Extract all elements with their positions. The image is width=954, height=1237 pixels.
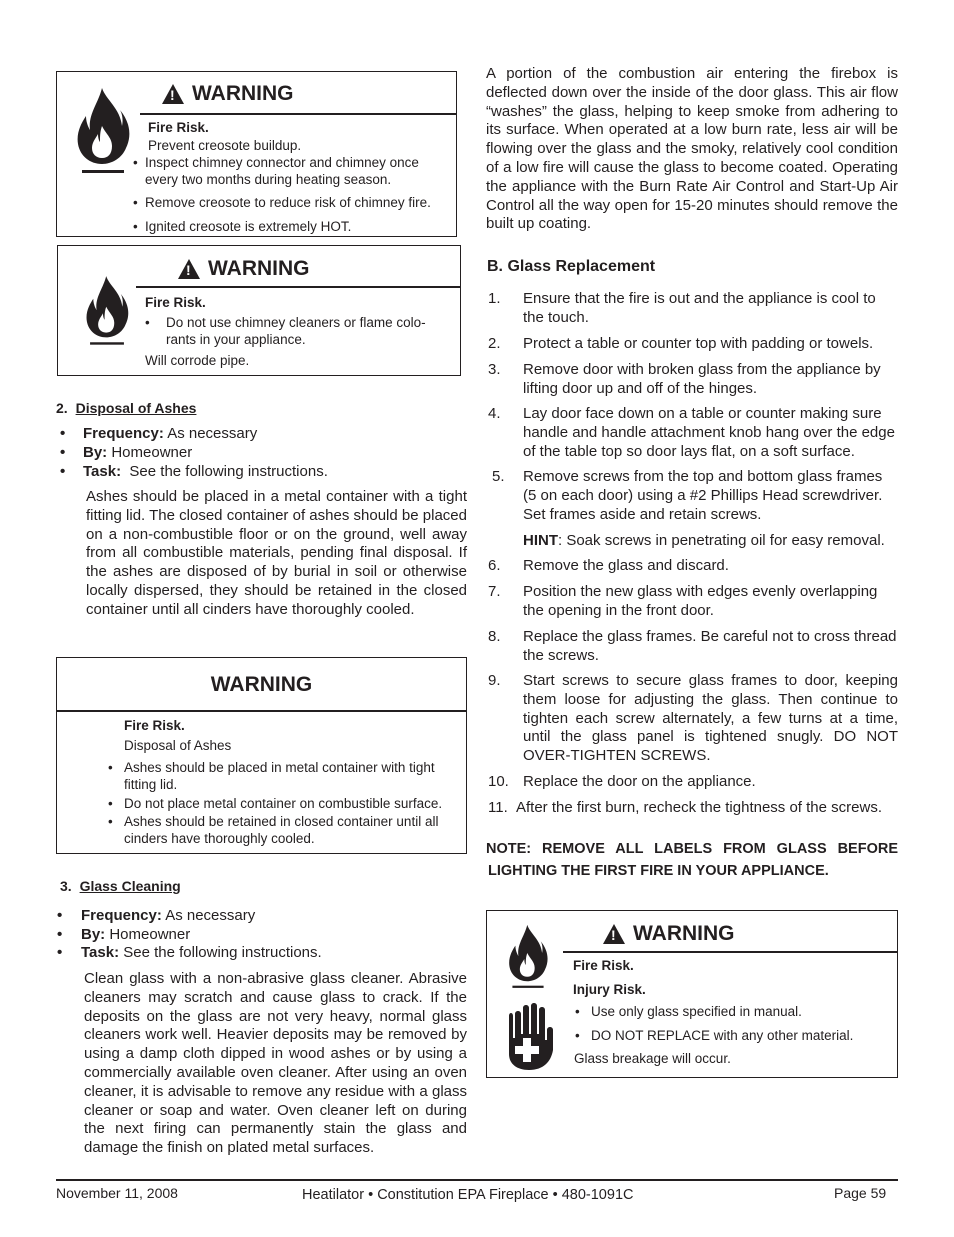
note-line: LIGHTING THE FIRST FIRE IN YOUR APPLIANCE. — [488, 863, 829, 879]
step-number: 3. — [488, 361, 501, 378]
warning-text: Will corrode pipe. — [145, 353, 250, 368]
footer-title: Heatilator • Constitution EPA Fireplace • 480-1091C — [302, 1187, 634, 1203]
value: See the following instructions. — [129, 463, 328, 480]
divider — [140, 113, 457, 115]
warning-bullet: Use only glass specified in manual. — [591, 1004, 802, 1019]
warning-bullet: DO NOT REPLACE with any other material. — [591, 1028, 854, 1043]
fire-hazard-icon — [82, 266, 132, 354]
bullet-dot: • — [60, 425, 66, 442]
warning-title: WARNING — [208, 257, 310, 280]
frequency-line — [81, 907, 255, 926]
section-title: Glass Cleaning — [79, 878, 181, 894]
section-heading-glass-cleaning — [60, 878, 181, 894]
label: By: — [81, 926, 106, 943]
step-text: Remove door with broken glass from the appliance by lifting door up and off of the hinges. — [523, 361, 881, 397]
step-number: 2. — [488, 335, 501, 352]
label: Frequency: — [81, 907, 162, 924]
fire-hazard-icon — [72, 86, 134, 174]
warning-triangle-icon — [162, 84, 184, 104]
value: Homeowner — [111, 444, 193, 461]
warning-bullet: Ashes should be placed in metal container with tight — [124, 760, 435, 775]
step-number: 5. — [492, 468, 505, 485]
bullet-dot: • — [57, 907, 63, 924]
label: By: — [83, 444, 108, 461]
bullet-dot: • — [108, 796, 113, 811]
frequency-line — [83, 425, 257, 444]
warning-triangle-icon — [178, 259, 200, 279]
step-text: Ensure that the fire is out and the appliance is cool to the touch. — [523, 290, 876, 326]
divider — [56, 710, 467, 712]
warning-bullet: fitting lid. — [124, 777, 178, 792]
step-number: 6. — [488, 557, 501, 574]
value: As necessary — [167, 425, 258, 442]
warning-title: WARNING — [633, 922, 735, 945]
fire-hazard-icon — [505, 922, 551, 990]
warning-bullet: every two months during heating season. — [145, 172, 392, 187]
risk-label: Injury Risk. — [573, 982, 646, 997]
warning-triangle-icon — [603, 924, 625, 944]
bullet-dot: • — [108, 814, 113, 829]
step-text: Protect a table or counter top with padding or towels. — [523, 335, 874, 352]
step-number: 10. — [488, 773, 509, 790]
step-number: 4. — [488, 405, 501, 422]
value: As necessary — [165, 907, 256, 924]
bullet-dot: • — [60, 463, 66, 480]
warning-heading — [178, 257, 310, 281]
risk-label: Fire Risk. — [145, 295, 206, 310]
step-text: After the first burn, recheck the tightness of the screws. — [516, 799, 882, 816]
warning-bullet: Inspect chimney connector and chimney once — [145, 155, 419, 170]
bullet-dot: • — [575, 1028, 580, 1043]
section-number: 3. — [60, 878, 72, 894]
task-line — [83, 463, 328, 482]
warning-bullet: Do not use chimney cleaners or flame colo- — [166, 315, 426, 330]
divider — [563, 951, 898, 953]
bullet-dot: • — [133, 219, 138, 234]
warning-text: Prevent creosote buildup. — [148, 138, 302, 153]
warning-heading — [603, 922, 735, 946]
bullet-dot: • — [145, 315, 150, 330]
step-text: Position the new glass with edges evenly overlapping the opening in the front door. — [523, 583, 878, 619]
divider — [136, 286, 461, 288]
by-line — [81, 926, 190, 945]
warning-bullet: rants in your appliance. — [166, 332, 306, 347]
ashes-paragraph: Ashes should be placed in a metal container with a tight fitting lid. The closed container of ashes should be placed on a non-combustible floor or on the ground, well away from all combustible materials, pending final disposal. If the ashes are disposed of by burial in soil or otherwise locally dispersed, they should be retained in the closed container until all cinders have thoroughly cooled. — [86, 488, 467, 618]
bullet-dot: • — [57, 926, 63, 943]
warning-bullet: Ashes should be retained in closed container until all — [124, 814, 439, 829]
step-text: Lay door face down on a table or counter making sure handle and handle attachment knob hang over the edge of the table top so door lays flat, on a soft surface. — [523, 405, 895, 460]
footer-date: November 11, 2008 — [56, 1185, 178, 1201]
subsection-heading: B. Glass Replacement — [487, 258, 656, 275]
hint-line — [523, 532, 885, 551]
bullet-dot: • — [575, 1004, 580, 1019]
bullet-dot: • — [57, 944, 63, 961]
step-number: 9. — [488, 672, 501, 689]
section-heading-ashes — [56, 400, 196, 416]
step-text: Start screws to secure glass frames to door, keeping them loose for adjusting the glass. Then continue to tighten each screw alternately, a few turns at a time, until the glass panel is tightened snugly. DO NOT OVER-TIGHTEN SCREWS. — [523, 672, 898, 765]
bullet-dot: • — [133, 195, 138, 210]
page-number: Page 59 — [834, 1185, 887, 1201]
label: Task: — [81, 944, 120, 961]
step-text: Remove screws from the top and bottom glass frames (5 on each door) using a #2 Phillips Head screwdriver. Set frames aside and retain screws. — [523, 468, 883, 523]
warning-bullet: Ignited creosote is extremely HOT. — [145, 219, 352, 234]
step-text: Remove the glass and discard. — [523, 557, 729, 574]
warning-text: Disposal of Ashes — [124, 738, 232, 753]
injury-hand-icon — [503, 1002, 555, 1072]
label: Task: — [83, 463, 122, 480]
label: Frequency: — [83, 425, 164, 442]
hint-text: : Soak screws in penetrating oil for easy removal. — [558, 532, 885, 549]
step-text: Replace the glass frames. Be careful not to cross thread the screws. — [523, 628, 897, 664]
footer-rule — [56, 1179, 898, 1181]
by-line — [83, 444, 192, 463]
bullet-dot: • — [60, 444, 66, 461]
warning-heading — [162, 82, 294, 106]
step-number: 7. — [488, 583, 501, 600]
hint-label: HINT — [523, 532, 558, 549]
section-title: Disposal of Ashes — [75, 400, 197, 416]
bullet-dot: • — [133, 155, 138, 170]
step-text: Replace the door on the appliance. — [523, 773, 756, 790]
risk-label: Fire Risk. — [573, 958, 634, 973]
warning-bullet: Remove creosote to reduce risk of chimney fire. — [145, 195, 431, 210]
note-line: NOTE: REMOVE ALL LABELS FROM GLASS BEFORE — [486, 841, 898, 857]
glass-cleaning-paragraph: Clean glass with a non-abrasive glass cleaner. Abrasive cleaners may scratch and cause glass to crack. If the deposits on the glass are not very heavy, normal glass cleaners work well. Heavier deposits may be removed by using a damp cloth dipped in wood ashes or by using a commercially available oven cleaner. After using an oven cleaner, it is advisable to remove any residue with a glass cleaner or soap and water. Oven cleaner left on during the next firing can permanently stain the glass and damage the finish on plated metal surfaces. — [84, 970, 467, 1157]
section-number: 2. — [56, 400, 68, 416]
warning-text: Glass breakage will occur. — [574, 1051, 731, 1066]
intro-paragraph: A portion of the combustion air entering the firebox is deflected down over the inside of the door glass. This air flow “washes” the glass, helping to keep smoke from adhering to its surface. When operated at a low burn rate, less air will be flowing over the glass and the smoky, relatively cool condition of a low fire will cause the glass to become coated. Operating the appliance with the Burn Rate Air Control and Start-Up Air Control all the way open for 15-20 minutes should remove the built up coating. — [486, 65, 898, 233]
value: Homeowner — [109, 926, 191, 943]
task-line — [81, 944, 322, 963]
step-number: 8. — [488, 628, 501, 645]
risk-label: Fire Risk. — [148, 120, 209, 135]
step-number: 11. — [488, 799, 508, 816]
warning-bullet: cinders have thoroughly cooled. — [124, 831, 315, 846]
warning-bullet: Do not place metal container on combustible surface. — [124, 796, 443, 811]
step-number: 1. — [488, 290, 501, 307]
warning-title: WARNING — [192, 82, 294, 105]
bullet-dot: • — [108, 760, 113, 775]
warning-title: WARNING — [210, 673, 313, 696]
value: See the following instructions. — [123, 944, 322, 961]
risk-label: Fire Risk. — [124, 718, 185, 733]
